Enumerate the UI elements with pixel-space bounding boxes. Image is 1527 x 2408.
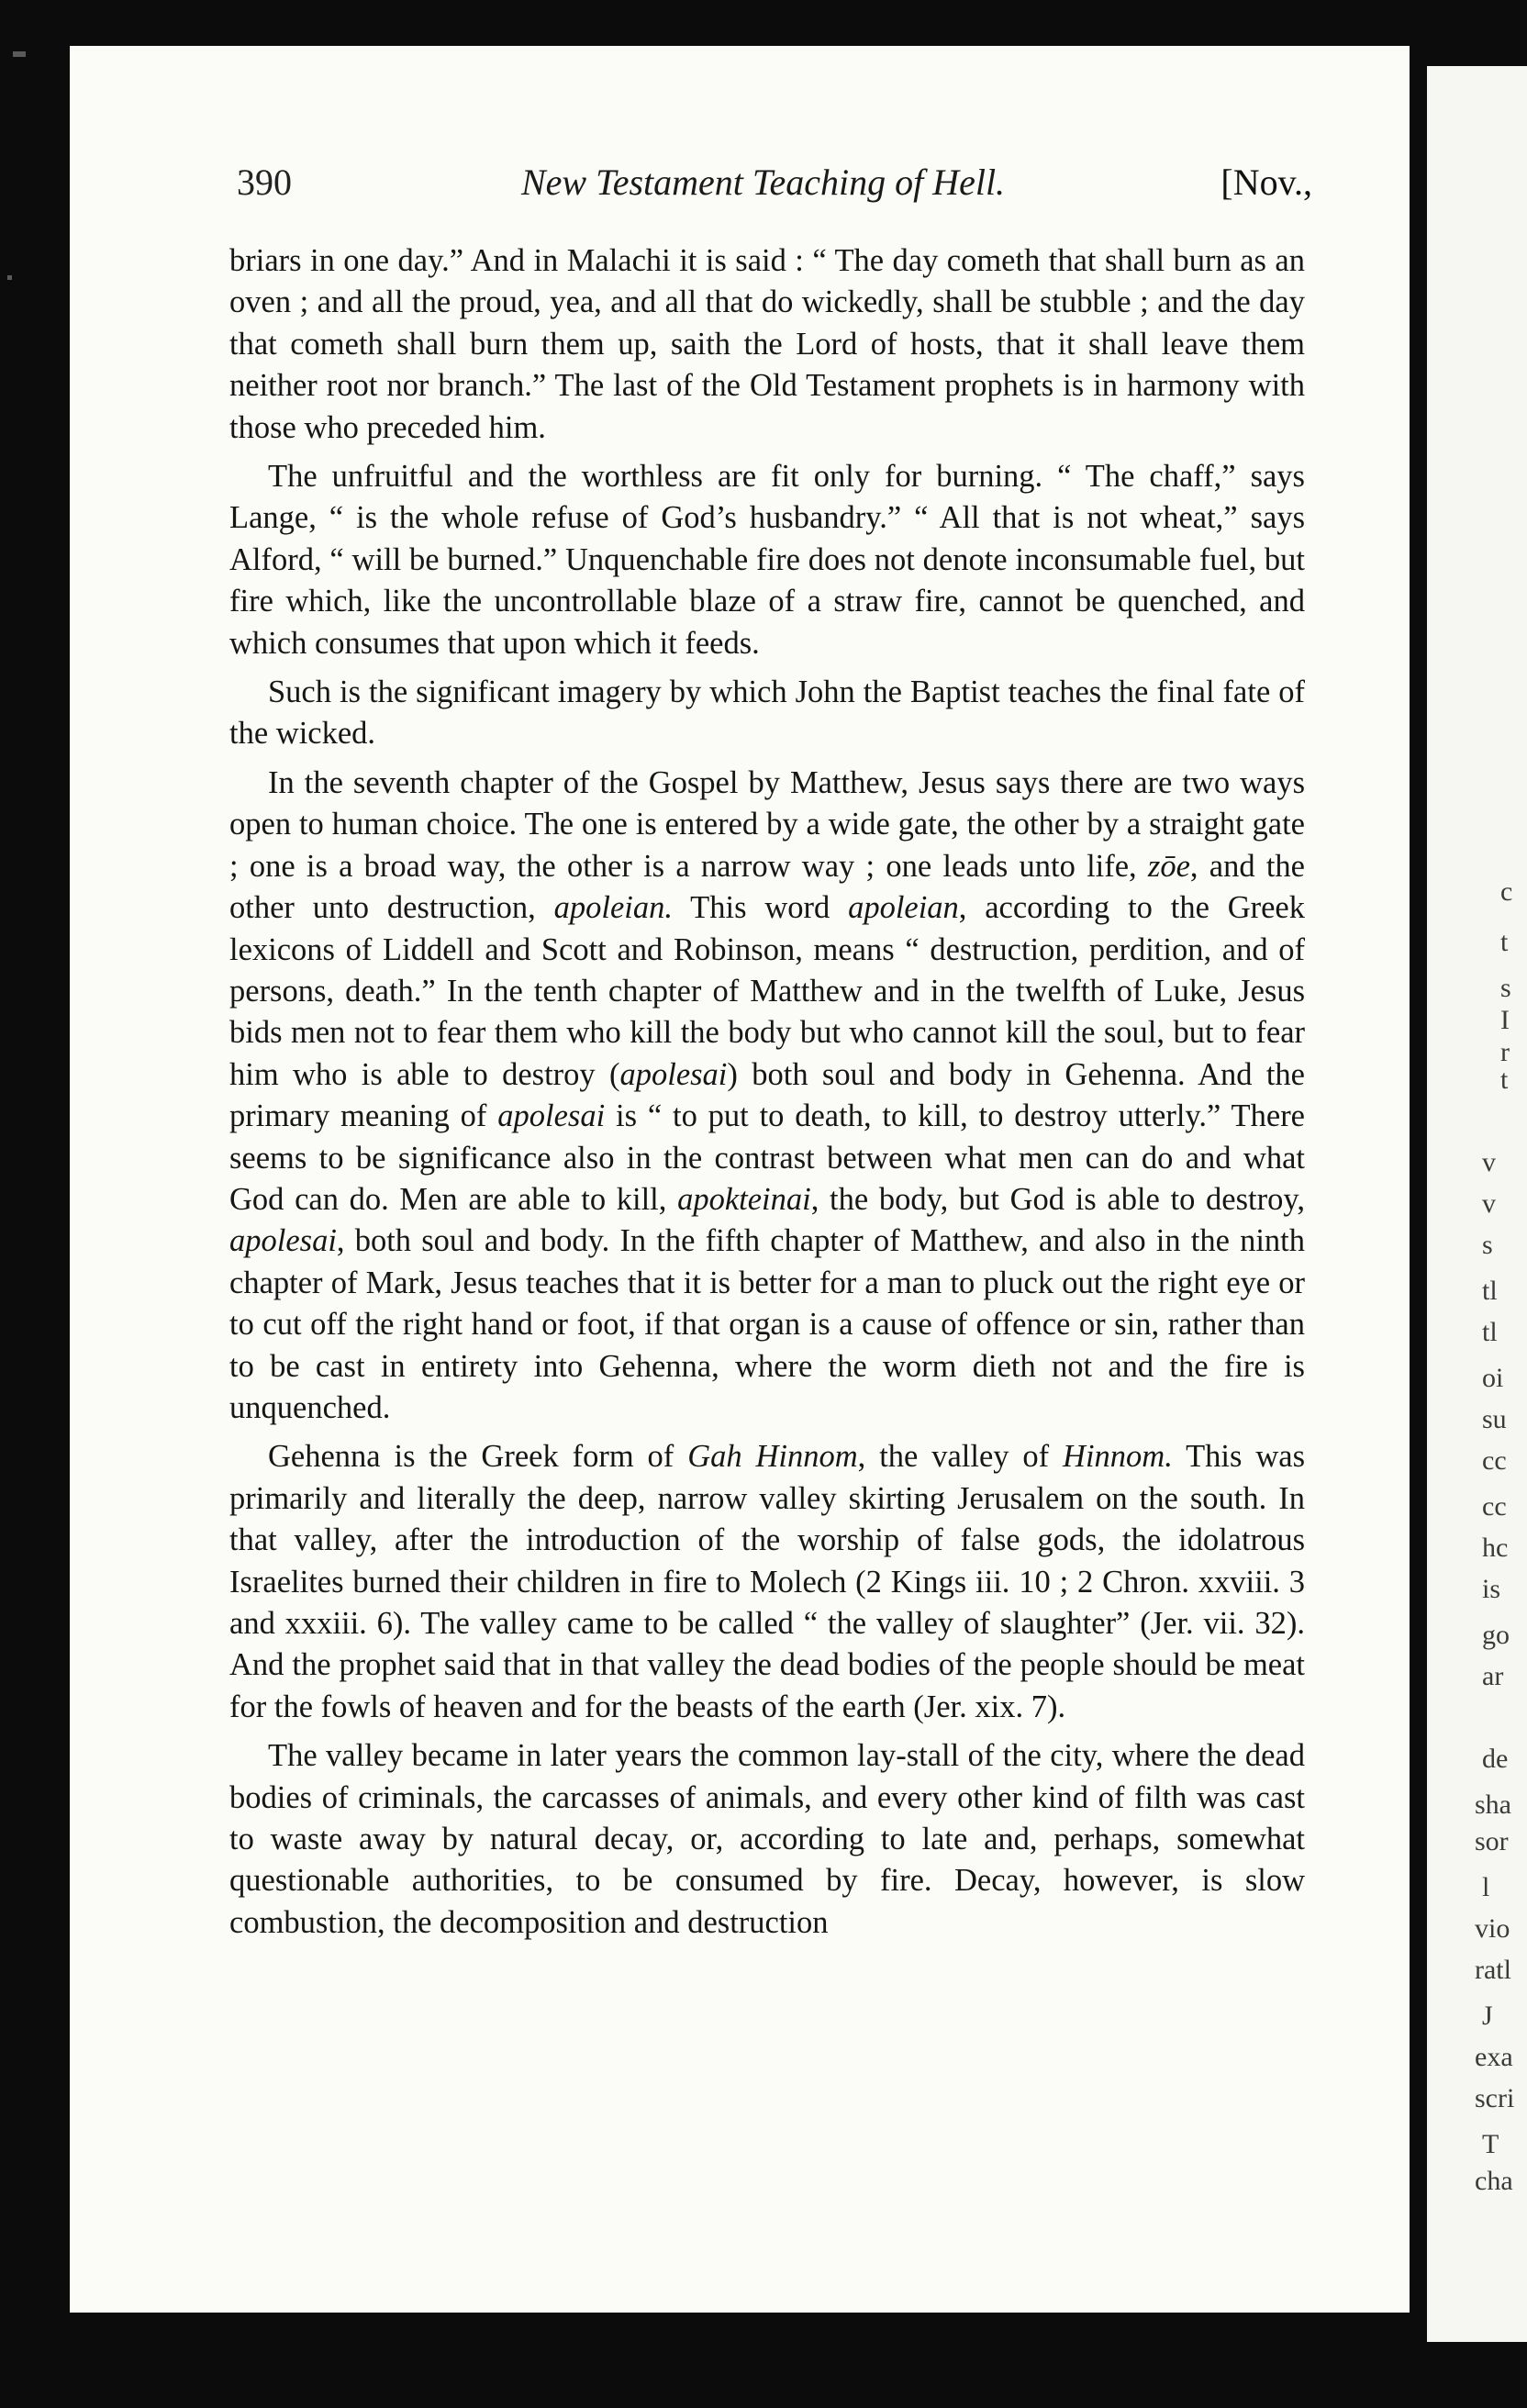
adjacent-page-fragment: c <box>1500 876 1513 907</box>
adjacent-page-fragment: sor <box>1475 1826 1509 1856</box>
date-mark: [Nov., <box>1220 162 1312 203</box>
adjacent-page-fragment: I <box>1500 1005 1510 1035</box>
adjacent-page-fragment: go <box>1482 1620 1510 1650</box>
adjacent-page-fragment: T <box>1482 2129 1499 2159</box>
italic-term: apolesai <box>497 1098 606 1134</box>
adjacent-page-fragment: exa <box>1475 2042 1513 2072</box>
adjacent-page-fragment: de <box>1482 1744 1509 1774</box>
scan-mark <box>13 51 26 57</box>
text-run: , the body, but God is able to destroy, <box>810 1181 1305 1217</box>
text-run: , according to the Greek lexicons of Liddell and Scott and Robinson, means “ destruction, perdition, and of persons, death.” In the tenth chapter of Matthew and in the twelfth of Luke, Jesus bids men not to fear them who kill the body but who cannot kill the soul, but to fear him who is able to destroy ( <box>229 890 1305 1092</box>
paragraph <box>229 456 1305 664</box>
page-number: 390 <box>237 162 292 203</box>
paragraph <box>229 240 1305 449</box>
adjacent-page-fragment: su <box>1482 1404 1507 1434</box>
adjacent-page-fragment: hc <box>1482 1533 1509 1563</box>
adjacent-page-fragment: cc <box>1482 1491 1507 1522</box>
body-text <box>229 240 1305 1951</box>
text-run: briars in one day.” And in Malachi it is said : “ The day cometh that shall burn as an oven ; and all the proud, yea, and all that do wickedly, shall be stubble ; and the day that cometh shall burn them up, saith the Lord of hosts, that it shall leave them neither root nor branch.” The last of the Old Testament prophets is in harmony with those who preceded him. <box>229 243 1305 445</box>
italic-term: Gah Hinnom <box>687 1439 858 1475</box>
adjacent-page-fragment: t <box>1500 1065 1509 1095</box>
text-run: This word <box>672 890 849 926</box>
text-run: The unfruitful and the worthless are fit only for burning. “ The chaff,” says Lange, “ is the whole refuse of God’s husbandry.” “ All that is not wheat,” says Alford, “ will be burned.” Unquenchable fire does not denote inconsumable fuel, but fire which, like the uncontrollable blaze of a straw fire, cannot be quenched, and which consumes that upon which it feeds. <box>229 459 1305 661</box>
adjacent-page-fragment: v <box>1482 1147 1496 1177</box>
adjacent-page-fragment: ar <box>1482 1661 1504 1691</box>
adjacent-page-fragment: l <box>1482 1872 1490 1902</box>
italic-term: apolesai <box>229 1223 337 1259</box>
text-run: is “ to put to death, to kill, to destroy utterly.” There seems to be significance also in the contrast between what men can do and what God can do. Men are able to kill, <box>229 1098 1305 1217</box>
text-run: Such is the significant imagery by which John the Baptist teaches the final fate of the wicked. <box>229 674 1305 752</box>
adjacent-page-fragment: cc <box>1482 1445 1507 1476</box>
adjacent-page-fragment: cha <box>1475 2166 1513 2196</box>
paragraph <box>229 1436 1305 1728</box>
adjacent-page-fragment: ratl <box>1475 1955 1511 1985</box>
text-run: ) both soul and body in Gehenna. And the primary meaning of <box>229 1056 1305 1134</box>
text-run: This was primarily and literally the deep, narrow valley skirting Jerusalem on the south. In that valley, after the introduction of the worship of false gods, the idolatrous Israelites burned their children in fire to Molech (2 Kings iii. 10 ; 2 Chron. xxviii. 3 and xxxiii. 6). The valley came to be called “ the valley of slaughter” (Jer. vii. 32). And the prophet said that in that valley the dead bodies of the people should be meat for the fowls of heaven and for the beasts of the earth (Jer. xix. 7). <box>229 1439 1305 1724</box>
adjacent-page-fragment: vio <box>1475 1913 1510 1944</box>
adjacent-page-fragment: r <box>1500 1037 1510 1067</box>
adjacent-page-fragment: s <box>1500 973 1511 1003</box>
adjacent-page-fragment: t <box>1500 927 1509 957</box>
text-run: Gehenna is the Greek form of <box>268 1439 688 1475</box>
italic-term: apokteinai <box>677 1181 811 1217</box>
running-title: New Testament Teaching of Hell. <box>521 162 1006 203</box>
page-header <box>237 161 1312 216</box>
adjacent-page-fragment: tl <box>1482 1276 1498 1306</box>
adjacent-page-fragment: sha <box>1475 1789 1511 1820</box>
adjacent-page-fragment: s <box>1482 1230 1493 1260</box>
text-run: , both soul and body. In the fifth chapter of Matthew, and also in the ninth chapter of Mark, Jesus teaches that it is better for a man to pluck out the right eye or to cut off the right hand or foot, if that organ is a cause of offence or sin, rather than to be cast in entirety into Gehenna, where the worm dieth not and the fire is unquenched. <box>229 1223 1305 1425</box>
adjacent-page-fragment: tl <box>1482 1317 1498 1347</box>
text-run: , the valley of <box>857 1439 1064 1475</box>
paragraph <box>229 1735 1305 1944</box>
adjacent-page-fragment: is <box>1482 1574 1501 1604</box>
italic-term: apoleian. <box>553 890 673 926</box>
text-run: In the seventh chapter of the Gospel by Matthew, Jesus says there are two ways open to human choice. The one is entered by a wide gate, the other by a straight gate ; one is a broad way, the other is a narrow way ; one leads unto life, <box>229 764 1305 884</box>
italic-term: zōe <box>1147 848 1190 884</box>
paragraph <box>229 672 1305 755</box>
text-run: The valley became in later years the common lay-stall of the city, where the dead bodies of criminals, the carcasses of animals, and every other kind of filth was cast to waste away by natural decay, or, according to late and, perhaps, somewhat questionable authorities, to be consumed by fire. Decay, however, is slow combustion, the decomposition and destruction <box>229 1738 1305 1940</box>
italic-term: apolesai <box>619 1056 728 1092</box>
adjacent-page-fragment: scri <box>1475 2083 1515 2113</box>
adjacent-page-fragment: J <box>1482 2001 1493 2031</box>
adjacent-page-edge <box>1427 66 1527 2342</box>
italic-term: Hinnom. <box>1063 1439 1173 1475</box>
paragraph <box>229 763 1305 1430</box>
text-run: , and the other unto destruction, <box>229 848 1305 926</box>
adjacent-page-fragment: oi <box>1482 1363 1504 1393</box>
italic-term: apoleian <box>848 890 959 926</box>
adjacent-page-fragment: v <box>1482 1188 1496 1219</box>
scan-mark <box>7 275 12 280</box>
